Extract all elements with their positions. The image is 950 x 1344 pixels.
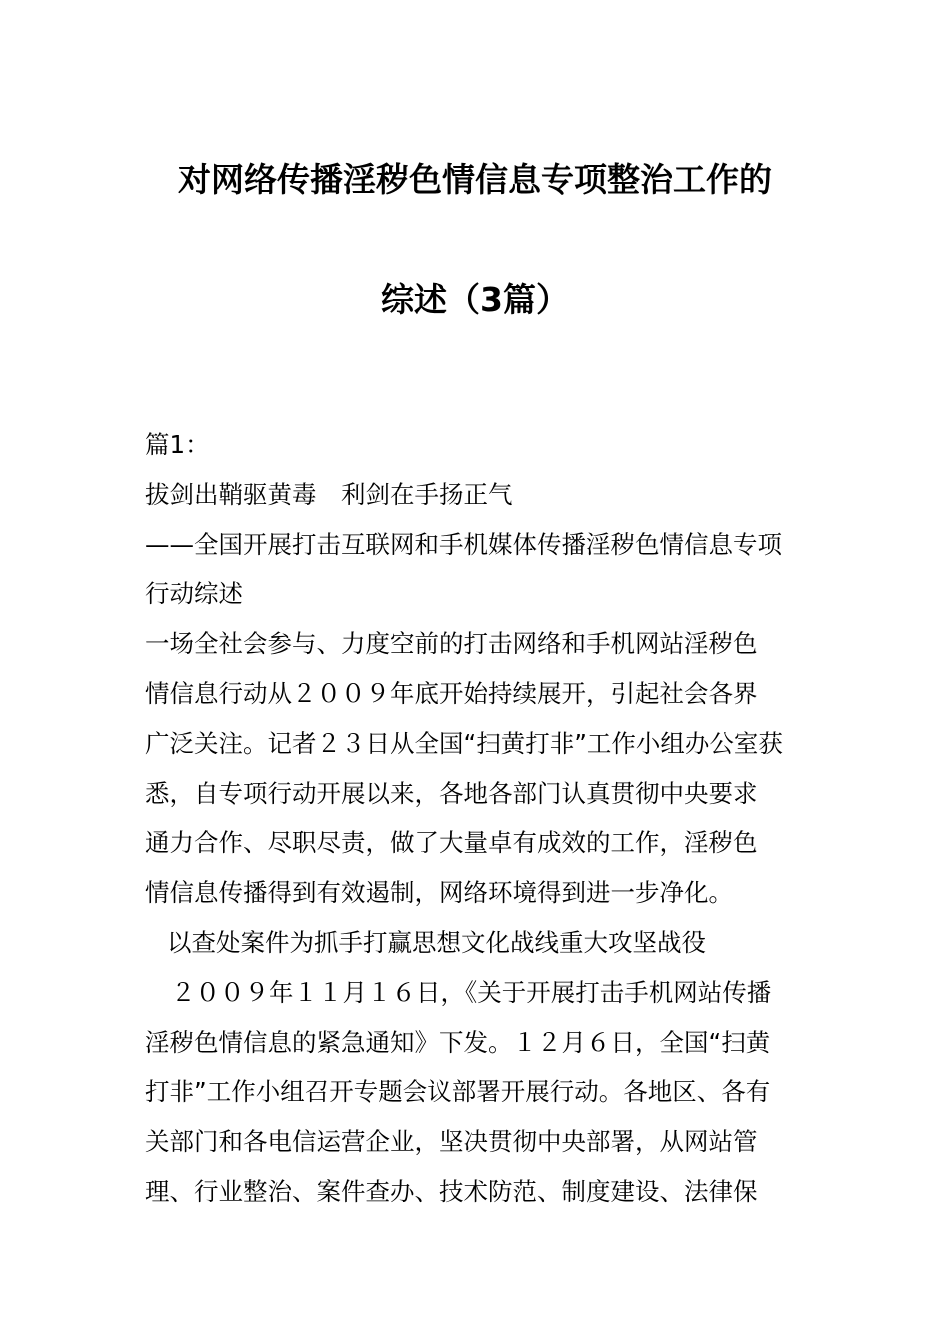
section-label: 篇1： (145, 430, 210, 459)
paragraph-line: 情信息行动从２００９年底开始持续展开，引起社会各界 (145, 678, 758, 708)
document-title-line-2: 综述（3篇） (381, 280, 569, 319)
article-subheadline-continued: 行动综述 (145, 579, 243, 609)
paragraph-line: 打非”工作小组召开专题会议部署开展行动。各地区、各有 (145, 1077, 771, 1107)
article-subheadline: ——全国开展打击互联网和手机媒体传播淫秽色情信息专项 (145, 529, 782, 559)
article-headline: 拔剑出鞘驱黄毒 利剑在手扬正气 (145, 479, 513, 509)
paragraph-line: ２００９年１１月１６日，《关于开展打击手机网站传播 (171, 977, 772, 1007)
paragraph-line: 广泛关注。记者２３日从全国“扫黄打非”工作小组办公室获 (145, 728, 783, 758)
document-body (145, 420, 810, 1217)
document-title-line-1: 对网络传播淫秽色情信息专项整治工作的 (178, 160, 772, 199)
paragraph-line: 一场全社会参与、力度空前的打击网络和手机网站淫秽色 (145, 629, 758, 659)
paragraph-line: 理、行业整治、案件查办、技术防范、制度建设、法律保 (145, 1176, 758, 1206)
section-heading: 以查处案件为抓手打赢思想文化战线重大攻坚战役 (167, 927, 706, 957)
paragraph-line: 淫秽色情信息的紧急通知》下发。１２月６日，全国“扫黄 (145, 1027, 771, 1057)
paragraph-line: 通力合作、尽职尽责，做了大量卓有成效的工作，淫秽色 (145, 828, 758, 858)
paragraph-line: 悉，自专项行动开展以来，各地各部门认真贯彻中央要求 (145, 778, 758, 808)
paragraph-line: 情信息传播得到有效遏制，网络环境得到进一步净化。 (145, 878, 733, 908)
paragraph-line: 关部门和各电信运营企业，坚决贯彻中央部署，从网站管 (145, 1127, 758, 1157)
